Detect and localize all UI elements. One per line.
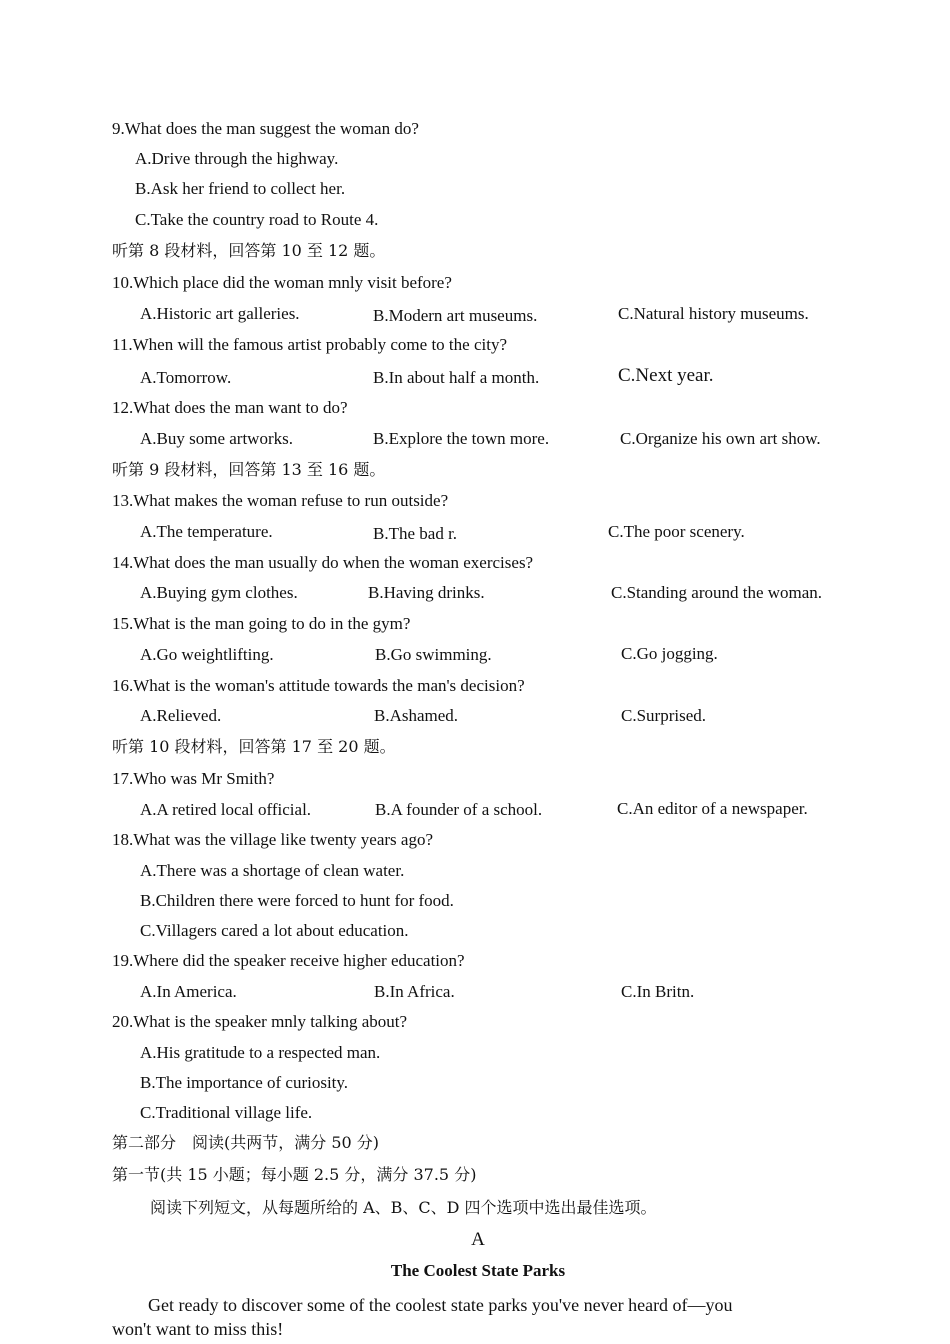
q17-option-b: B.A founder of a school. — [375, 800, 543, 819]
question-16: 16.What is the woman's attitude towards the man's decision? — [112, 676, 525, 695]
section-1-heading: 第一节(共 15 小题；每小题 2.5 分，满分 37.5 分) — [112, 1165, 477, 1184]
q12-option-b: B.Explore the town more. — [373, 429, 550, 448]
question-14: 14.What does the man usually do when the woman exercises? — [112, 553, 534, 572]
q14-option-b: B.Having drinks. — [368, 583, 485, 602]
passage-paragraph-line-1: Get ready to discover some of the coolest state parks you've never heard of—you — [148, 1295, 733, 1315]
q9-option-c: C.Take the country road to Route 4. — [135, 210, 379, 229]
passage-letter: A — [471, 1229, 485, 1250]
question-15: 15.What is the man going to do in the gym? — [112, 614, 411, 633]
q20-option-c: C.Traditional village life. — [140, 1103, 313, 1122]
question-20: 20.What is the speaker mnly talking about? — [112, 1012, 408, 1031]
question-13: 13.What makes the woman refuse to run outside? — [112, 491, 449, 510]
q13-option-a: A.The temperature. — [140, 522, 273, 541]
q9-option-a: A.Drive through the highway. — [135, 149, 339, 168]
q20-option-b: B.The importance of curiosity. — [140, 1073, 349, 1092]
question-10: 10.Which place did the woman mnly visit before? — [112, 273, 452, 292]
q18-option-b: B.Children there were forced to hunt for food. — [140, 891, 454, 910]
question-12: 12.What does the man want to do? — [112, 398, 348, 417]
q17-option-c: C.An editor of a newspaper. — [617, 799, 808, 818]
q10-option-b: B.Modern art museums. — [373, 306, 538, 325]
section-10-heading: 听第 10 段材料，回答第 17 至 20 题。 — [112, 737, 396, 756]
question-18: 18.What was the village like twenty years ago? — [112, 830, 433, 849]
q15-option-c: C.Go jogging. — [621, 644, 718, 663]
q17-option-a: A.A retired local official. — [140, 800, 312, 819]
q16-option-c: C.Surprised. — [621, 706, 706, 725]
q19-option-c: C.In Britn. — [621, 982, 695, 1001]
q19-option-a: A.In America. — [140, 982, 237, 1001]
reading-instruction: 阅读下列短文，从每题所给的 A、B、C、D 四个选项中选出最佳选项。 — [150, 1198, 657, 1217]
q12-option-c: C.Organize his own art show. — [620, 429, 821, 448]
question-19: 19.Where did the speaker receive higher education? — [112, 951, 465, 970]
section-8-heading: 听第 8 段材料，回答第 10 至 12 题。 — [112, 241, 386, 260]
q14-option-a: A.Buying gym clothes. — [140, 583, 298, 602]
part-2-heading: 第二部分 阅读(共两节，满分 50 分) — [112, 1133, 380, 1152]
q10-option-c: C.Natural history museums. — [618, 304, 809, 323]
q19-option-b: B.In Africa. — [374, 982, 455, 1001]
q16-option-b: B.Ashamed. — [374, 706, 459, 725]
question-11: 11.When will the famous artist probably come to the city? — [112, 335, 507, 354]
q11-option-b: B.In about half a month. — [373, 368, 540, 387]
q14-option-c: C.Standing around the woman. — [611, 583, 823, 602]
q11-option-a: A.Tomorrow. — [140, 368, 232, 387]
question-17: 17.Who was Mr Smith? — [112, 769, 275, 788]
q12-option-a: A.Buy some artworks. — [140, 429, 293, 448]
q18-option-c: C.Villagers cared a lot about education. — [140, 921, 409, 940]
q11-option-c: C.Next year. — [618, 365, 714, 386]
q16-option-a: A.Relieved. — [140, 706, 222, 725]
q13-option-c: C.The poor scenery. — [608, 522, 745, 541]
section-9-heading: 听第 9 段材料，回答第 13 至 16 题。 — [112, 460, 386, 479]
passage-title: The Coolest State Parks — [390, 1261, 566, 1280]
q10-option-a: A.Historic art galleries. — [140, 304, 300, 323]
q18-option-a: A.There was a shortage of clean water. — [140, 861, 405, 880]
q15-option-a: A.Go weightlifting. — [140, 645, 274, 664]
q13-option-b: B.The bad r. — [373, 524, 458, 543]
passage-paragraph-line-2: won't want to miss this! — [112, 1319, 284, 1339]
q9-option-b: B.Ask her friend to collect her. — [135, 179, 346, 198]
q15-option-b: B.Go swimming. — [375, 645, 492, 664]
question-9: 9.What does the man suggest the woman do? — [112, 119, 419, 138]
q20-option-a: A.His gratitude to a respected man. — [140, 1043, 381, 1062]
